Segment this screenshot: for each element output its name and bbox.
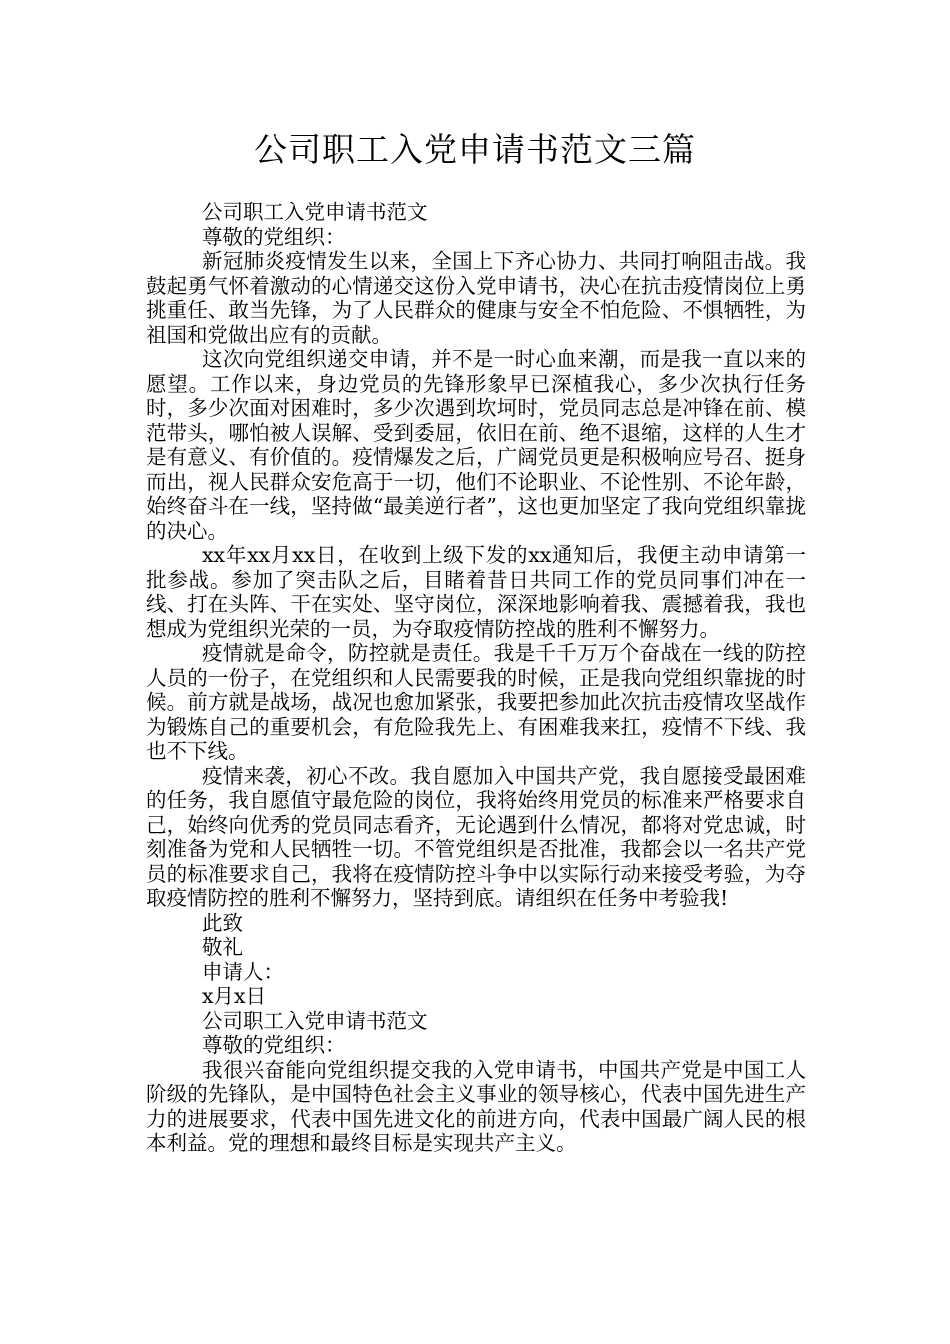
body-paragraph: 疫情就是命令，防控就是责任。我是千千万万个奋战在一线的防控人员的一份子，在党组织和人民需要我的时候，正是我向党组织靠拢的时候。前方就是战场，战况也愈加紧张，我要把参加此次抗击疫情攻坚战作为锻炼自己的重要机会，有危险我先上、有困难我来扛，疫情不下线、我也不下线。 [146,641,806,763]
date-line: x月x日 [202,984,267,1008]
body-paragraph: 这次向党组织递交申请，并不是一时心血来潮，而是我一直以来的愿望。工作以来，身边党员的先锋形象早已深植我心，多少次执行任务时，多少次面对困难时，多少次遇到坎坷时，党员同志总是冲锋在前、模范带头，哪怕被人误解、受到委屈，依旧在前、绝不退缩，这样的人生才是有意义、有价值的。疫情爆发之后，广阔党员更是积极响应号召、挺身而出，视人民群众安危高于一切，他们不论职业、不论性别、不论年龄，始终奋斗在一线，坚持做“最美逆行者”，这也更加坚定了我向党组织靠拢的决心。 [146,347,806,543]
closing-line: 此致 [202,910,243,935]
section-heading: 公司职工入党申请书范文 [202,1008,428,1033]
body-paragraph: 疫情来袭，初心不改。我自愿加入中国共产党，我自愿接受最困难的任务，我自愿值守最危险的岗位，我将始终用党员的标准来严格要求自己，始终向优秀的党员同志看齐，无论遇到什么情况，都将对党忠诚，时刻准备为党和人民牺牲一切。不管党组织是否批准，我都会以一名共产党员的标准要求自己，我将在疫情防控斗争中以实际行动来接受考验，为夺取疫情防控的胜利不懈努力，坚持到底。请组织在任务中考验我! [146,763,806,910]
body-paragraph: 我很兴奋能向党组织提交我的入党申请书，中国共产党是中国工人阶级的先锋队，是中国特色社会主义事业的领导核心，代表中国先进生产力的进展要求，代表中国先进文化的前进方向，代表中国最广阔人民的根本利益。党的理想和最终目标是实现共产主义。 [146,1057,806,1155]
closing-line: 敬礼 [202,935,243,959]
salutation: 尊敬的党组织： [202,224,346,249]
section-heading: 公司职工入党申请书范文 [202,200,428,224]
applicant-label: 申请人： [202,959,284,984]
body-paragraph: xx年xx月xx日，在收到上级下发的xx通知后，我便主动申请第一批参战。参加了突击队之后，目睹着昔日共同工作的党员同事们冲在一线、打在头阵、干在实处、坚守岗位，深深地影响着我、震撼着我，我也想成为党组织光荣的一员，为夺取疫情防控战的胜利不懈努力。 [146,543,806,641]
document-title: 公司职工入党申请书范文三篇 [254,130,696,169]
body-paragraph: 新冠肺炎疫情发生以来，全国上下齐心协力、共同打响阻击战。我鼓起勇气怀着激动的心情递交这份入党申请书，决心在抗击疫情岗位上勇挑重任、敢当先锋，为了人民群众的健康与安全不怕危险、不惧牺牲，为祖国和党做出应有的贡献。 [146,249,806,347]
document-body [146,200,806,1156]
salutation: 尊敬的党组织： [202,1033,346,1057]
